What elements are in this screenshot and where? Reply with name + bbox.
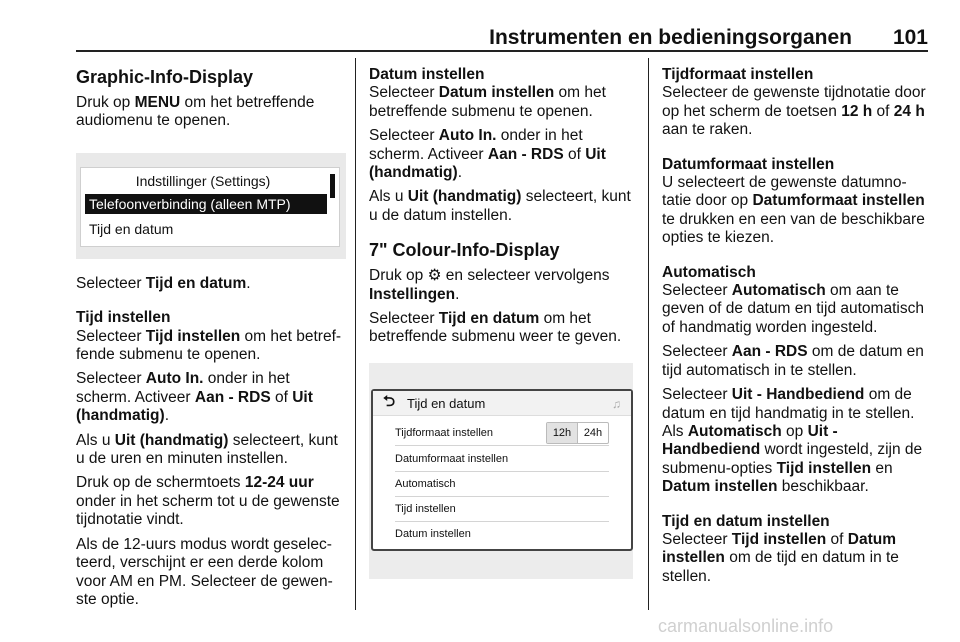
column-1 [76,66,346,615]
section-title: Instrumenten en bedieningsorganen [489,26,852,49]
display-screen [371,389,633,551]
column-2 [369,66,633,579]
back-arrow-icon: ⮌ [383,392,396,410]
subheading: Datumformaat instellen [662,155,835,173]
column-divider [648,58,649,610]
time-format-toggle [546,422,609,444]
paragraph: Als u Uit (handmatig) selecteert, kunt u de uren en minuten instellen. [76,431,338,468]
option-24h: 24h [583,426,603,439]
paragraph: Selecteer Auto In. onder in het scherm. Activeer Aan - RDS of Uit (handmatig). [369,127,606,182]
paragraph: Druk op de schermtoets 12-24 uur onder in het scherm tot u de gewenste tijdnotatie vindt. [76,474,340,529]
music-note-icon: ♫ [612,396,621,411]
subheading: Datum instellen [369,66,485,83]
screen-title-bar [373,391,631,416]
selected-menu-item: Telefoonverbinding (alleen MTP) [85,194,327,214]
subheading: Tijd instellen [76,309,171,327]
paragraph: Als u Uit (handmatig) selecteert, kunt u de datum instellen. [369,188,631,224]
menu-row-tijd-instellen: Tijd instellen [395,497,609,522]
colour-info-display-image [369,363,633,579]
paragraph: Druk op ⚙ en selecteer vervolgens Instellingen. [369,267,610,303]
scrollbar [330,174,335,198]
paragraph: Als de 12-uurs modus wordt geselecteerd, verschijnt er een derde kolom voor AM en PM. Selecteer de gewenste optie. [76,535,333,608]
screen-title: Indstillinger (Settings) [135,172,271,189]
menu-item: Tijd en datum [89,220,174,237]
header-rule [76,50,928,52]
option-12h: 12h [547,423,578,443]
settings-icon: ⚙ [427,267,442,285]
page-header [76,22,928,48]
screen-title: Tijd en datum [407,395,486,411]
page-number: 101 [892,26,928,49]
paragraph: Selecteer Datum instellen om het betreffende submenu te openen. [369,84,606,120]
display-screen [80,167,340,247]
menu-row-automatisch: Automatisch [395,472,609,497]
paragraph: Druk op MENU om het betreffende audiomenu te openen. [76,94,315,130]
paragraph: Selecteer Tijd en datum om het betreffende submenu weer te geven. [369,310,622,346]
paragraph: Selecteer de gewenste tijdnotatie door op het scherm de toetsen 12 h of 24 h aan te raken. [662,84,926,139]
paragraph: Selecteer Uit - Handbediend om de datum en tijd handmatig in te stellen. Als Automatisch op Uit - Handbediend wordt ingesteld, zijn de submenu-opties Tijd instellen en Datum instellen beschikbaar. [662,386,923,496]
graphic-info-display-heading: Graphic-Info-Display [76,67,254,87]
subheading: Tijd en datum instellen [662,512,830,530]
graphic-info-display-image [76,153,346,259]
paragraph: Selecteer Tijd instellen om het betreffende submenu te openen. [76,327,342,364]
colour-info-display-heading: 7" Colour-Info-Display [369,240,560,261]
menu-row-tijdformaat: Tijdformaat instellen 12h 24h [395,421,609,446]
paragraph: U selecteert de gewenste datumnotatie door op Datumformaat instellen te drukken en een van de beschikbare opties te kiezen. [662,174,925,247]
watermark: carmanualsonline.info [658,616,834,636]
subheading: Automatisch [662,263,756,281]
paragraph: Selecteer Auto In. onder in het scherm. Activeer Aan - RDS of Uit (handmatig). [76,370,313,425]
paragraph: Selecteer Aan - RDS om de datum en tijd automatisch in te stellen. [662,343,924,379]
column-3 [662,66,928,592]
column-divider [355,58,356,610]
paragraph: Selecteer Tijd en datum. [76,274,251,292]
menu-row-datum-instellen: Datum instellen [395,527,471,540]
paragraph: Selecteer Automatisch om aan te geven of de datum en tijd automatisch of handmatig worden ingesteld. [662,282,924,336]
menu-row-datumformaat: Datumformaat instellen [395,447,609,472]
subheading: Tijdformaat instellen [662,66,814,83]
paragraph: Selecteer Tijd instellen of Datum instellen om de tijd en datum in te stellen. [662,530,899,585]
